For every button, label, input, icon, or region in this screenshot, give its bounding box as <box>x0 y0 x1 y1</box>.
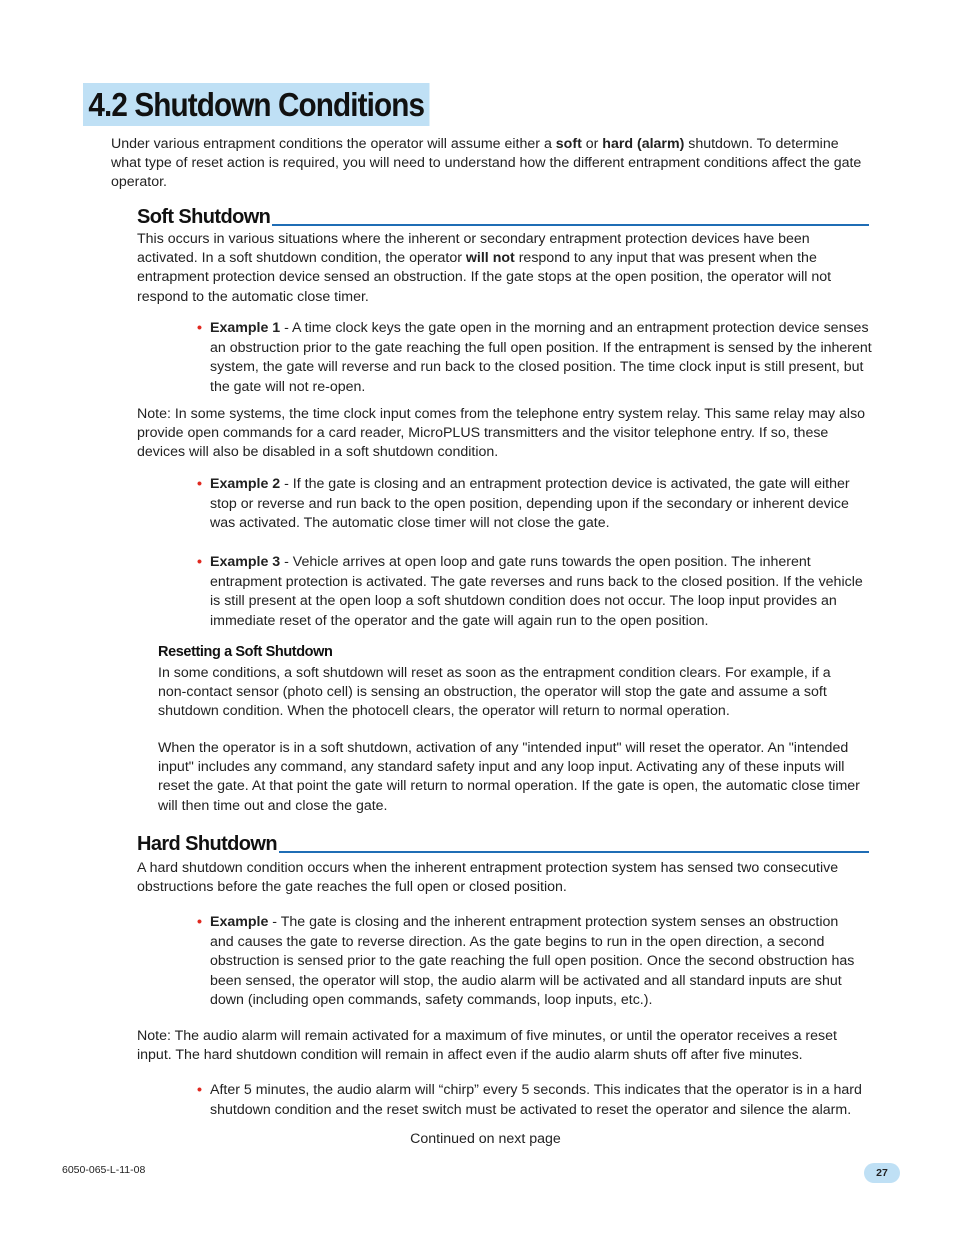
soft-shutdown-heading-label: Soft Shutdown <box>137 206 271 228</box>
intro-paragraph <box>111 135 871 193</box>
example-2-label: Example 2 <box>210 476 281 492</box>
example-1-text <box>210 319 872 397</box>
soft-desc-text-1: This occurs in various situations where the inherent or secondary entrapment protection devices have been activated. In a soft shutdown condition, the operator <box>137 231 810 267</box>
hard-shutdown-description: A hard shutdown condition occurs when the inherent entrapment protection system has sensed two consecutive obstructions before the gate reaches the full open or closed position. <box>137 860 839 896</box>
reset-paragraph-1: In some conditions, a soft shutdown will reset as soon as the entrapment condition clears. For example, if a non-contact sensor (photo cell) is sensing an obstruction, the operator will stop the gate and assume a soft shutdown condition. When the photocell clears, the operator will return to normal operation. <box>158 665 831 720</box>
example-3-text <box>210 553 875 631</box>
soft-desc-will-not: will not <box>465 250 515 267</box>
resetting-soft-shutdown-heading: Resetting a Soft Shutdown <box>158 644 333 660</box>
hard-example-bullet <box>197 913 862 1011</box>
bullet-dot: • <box>197 914 202 930</box>
bullet-dot: • <box>197 476 202 492</box>
intro-text-1: Under various entrapment conditions the operator will assume either a <box>111 136 556 152</box>
reset-paragraph-2: When the operator is in a soft shutdown, activation of any "intended input" will reset the operator. An "intended input" includes any command, any standard safety input and any loop input. Activating any of these inputs will reset the gate. At that point the gate will return to normal operation. If the gate is open, the automatic close timer will then time out and close the gate. <box>158 740 860 814</box>
example-1-body: - A time clock keys the gate open in the morning and an entrapment protection device senses an obstruction prior to the gate reaching the full open position. If the entrapment is sensed by the inherent system, the gate will reverse and run back to the closed position. The time clock input is still present, but the gate will not re-open. <box>210 320 872 395</box>
example-3-body: - Vehicle arrives at open loop and gate runs towards the open position. The inherent entrapment protection is activated. The gate reverses and runs back to the closed position. If the vehicle is still present at the open loop a soft shutdown condition does not occur. The loop input provides an immediate reset of the operator and the gate will again run to the open position. <box>210 554 863 629</box>
bullet-dot: • <box>197 1082 202 1098</box>
intro-text-2: or <box>581 136 603 152</box>
hard-example-body: - The gate is closing and the inherent entrapment protection system senses an obstruction and causes the gate to reverse direction. As the gate begins to run in the open direction, a second obstruction is sensed prior to the gate reaching the full open position. Once the second obstruction has been sensed, the operator will stop, the audio alarm will be activated and all standard inputs are shut down (including open commands, safety commands, loop inputs, etc.). <box>210 914 855 1008</box>
soft-desc-text-2: respond to any input that was present when the entrapment protection device sensed an obstruction. If the gate stops at the open position, the operator will not respond to the automatic close timer. <box>137 250 832 305</box>
page-number-badge: 27 <box>864 1163 900 1183</box>
example-3-bullet <box>197 553 875 631</box>
soft-shutdown-note: Note: In some systems, the time clock input comes from the telephone entry system relay. This same relay may also provide open commands for a card reader, MicroPLUS transmitters and the visitor telephone entry. If so, these devices will also be disabled in a soft shutdown condition. <box>137 406 866 461</box>
bullet-dot: • <box>197 320 202 336</box>
example-3-label: Example 3 <box>210 554 281 570</box>
hard-example-label: Example <box>210 914 269 930</box>
example-2-bullet <box>197 475 872 534</box>
hard-shutdown-heading <box>137 831 869 857</box>
document-number: 6050-065-L-11-08 <box>62 1164 146 1176</box>
example-2-body: - If the gate is closing and an entrapment protection device is activated, the gate will either stop or reverse and run back to the open position, depending upon if the secondary or inherent device was activated. The automatic close timer will not close the gate. <box>210 476 850 531</box>
continued-note: Continued on next page <box>410 1131 561 1147</box>
soft-shutdown-heading <box>137 204 869 230</box>
intro-hard: hard (alarm) <box>602 136 685 152</box>
hard-example-text <box>210 913 862 1011</box>
soft-shutdown-description <box>137 230 872 307</box>
hard-shutdown-note: Note: The audio alarm will remain activated for a maximum of five minutes, or until the operator receives a reset input. The hard shutdown condition will remain in affect even if the audio alarm shuts off after five minutes. <box>137 1028 837 1064</box>
bullet-dot: • <box>197 554 202 570</box>
hard-shutdown-heading-label: Hard Shutdown <box>137 833 277 855</box>
chirp-text: After 5 minutes, the audio alarm will “chirp” every 5 seconds. This indicates that the operator is in a hard shutdown condition and the reset switch must be activated to reset the operator and silence the alarm. <box>210 1082 862 1118</box>
intro-soft: soft <box>555 136 582 152</box>
intro-text-3: shutdown. To determine what type of reset action is required, you will need to understand how the different entrapment conditions affect the gate operator. <box>111 136 862 191</box>
example-2-text <box>210 475 872 534</box>
example-1-bullet <box>197 319 872 397</box>
example-1-label: Example 1 <box>210 320 281 336</box>
section-title: 4.2 Shutdown Conditions <box>83 83 429 126</box>
chirp-bullet <box>197 1081 862 1120</box>
